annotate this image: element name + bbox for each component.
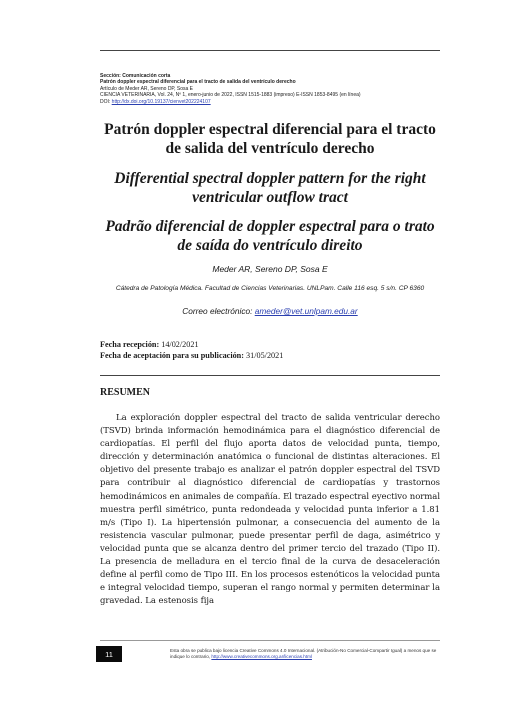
title-spanish: Patrón doppler espectral diferencial para el tracto de salida del ventrículo derecho	[104, 121, 436, 157]
title-english: Differential spectral doppler pattern for the right ventricular outflow tract	[114, 170, 426, 206]
doi-label: DOI:	[100, 98, 111, 105]
resumen-text: La exploración doppler espectral del tracto de salida ventricular derecho (TSVD) brinda información hemodinámica para el diagnóstico diferencial de cardiopatías. El perfil del flujo aporta datos de velocidad punta, tiempo, dirección y determinación anatómica o funcional de distintas alteraciones. El objetivo del presente trabajo es analizar el patrón doppler espectral del TSVD para contribuir al diagnóstico diferencial de cardiopatías y trastornos hemodinámicos en animales de compañía. El trazado espectral eyectivo normal muestra perfil simétrico, punta redondeada y velocidad punta inferior a 1.81 m/s (Tipo I). La hipertensión pulmonar, a consecuencia del aumento de la resistencia vascular pulmonar, puede presentar perfil de daga, asimétrico y velocidad punta que se alcanza dentro del primer tercio del trazado (Tipo II). La presencia de melladura en el tercio final de la curva de desaceleración define al perfil como de Tipo III. En los procesos estenóticos la velocidad punta e integral velocidad tiempo, superan el rango normal y permiten determinar la gravedad. La estenosis fija	[100, 413, 440, 607]
page-number: 11	[96, 646, 122, 662]
resumen-heading: RESUMEN	[100, 387, 151, 398]
accepted-date	[100, 350, 440, 361]
received-label: Fecha recepción:	[100, 340, 160, 349]
affiliation: Cátedra de Patología Médica. Facultad de Ciencias Veterinarias. UNLPam. Calle 116 esq. 5 s/n. CP 6360	[115, 285, 425, 292]
title-portuguese: Padrão diferencial de doppler espectral para o trato de saída do ventrículo direito	[105, 218, 435, 254]
email-line	[100, 306, 440, 316]
email-label: Correo electrónico:	[182, 306, 253, 316]
email-link[interactable]: ameder@vet.unlpam.edu.ar	[254, 306, 358, 316]
accepted-label: Fecha de aceptación para su publicación:	[100, 351, 244, 360]
authors: Meder AR, Sereno DP, Sosa E	[212, 264, 328, 274]
received-date	[100, 339, 440, 350]
dates-block	[100, 339, 440, 361]
footer-rule	[100, 640, 440, 641]
doi-link[interactable]: http://dx.doi.org/10.19137/cienvet202224107	[111, 98, 211, 105]
journal-line: CIENCIA VETERINARIA, Vol. 24, Nº 1, enero-junio de 2022, ISSN 1515-1883 (impreso) E-ISSN 1853-8495 (en línea)	[100, 92, 361, 99]
article-authors-line: Artículo de Meder AR, Sereno DP, Sosa E	[100, 85, 194, 92]
section-label: Sección: Comunicación corta	[100, 73, 171, 79]
running-title: Patrón doppler espectral diferencial para el tracto de salida del ventrículo derecho	[100, 79, 296, 86]
license-link[interactable]: http://www.creativecommons.org.ar/licencias.html	[211, 654, 312, 660]
section-rule	[100, 375, 440, 376]
doi-line	[100, 99, 440, 105]
article-metadata	[100, 73, 440, 105]
accepted-value: 31/05/2021	[246, 351, 284, 360]
license-notice	[170, 648, 440, 661]
received-value: 14/02/2021	[161, 340, 199, 349]
top-rule	[100, 50, 440, 51]
license-text: Esta obra se publica bajo licencia Creative Commons 4.0 Internacional. (Atribución-No Comercial-Compartir Igual) a menos que se indique lo contrario,	[170, 648, 437, 660]
